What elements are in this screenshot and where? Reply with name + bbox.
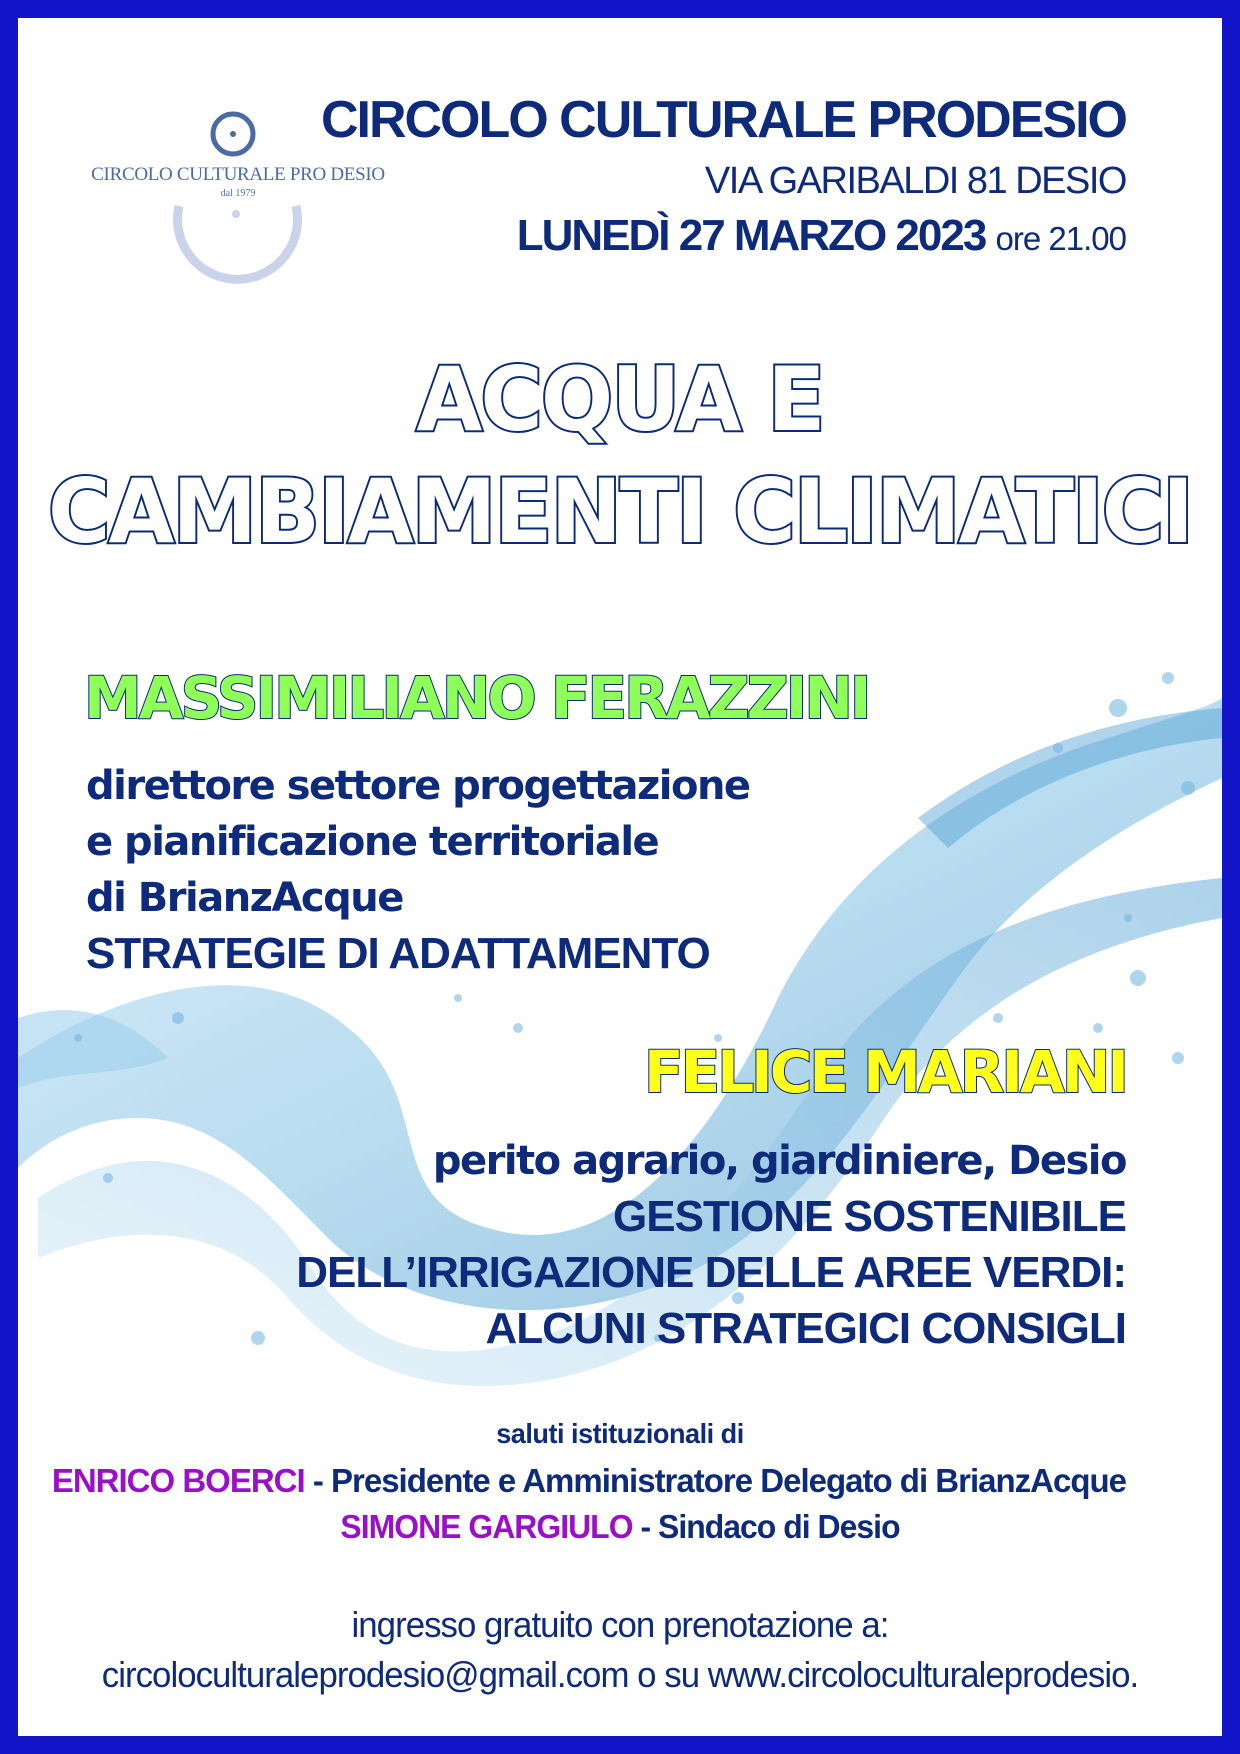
booking-info: ingresso gratuito con prenotazione a: <box>351 1604 889 1645</box>
guest-2-name: SIMONE GARGIULO <box>340 1508 633 1545</box>
guest-2-role: - Sindaco di Desio <box>632 1508 900 1545</box>
speaker-1-role-line: direttore settore progettazione <box>86 763 750 809</box>
speaker-2-topic-line: GESTIONE SOSTENIBILE <box>613 1192 1126 1241</box>
speaker-2-topic-line: ALCUNI STRATEGICI CONSIGLI <box>485 1304 1126 1353</box>
event-time: ore 21.00 <box>995 220 1126 257</box>
speaker-1-topic: STRATEGIE DI ADATTAMENTO <box>86 929 710 978</box>
booking-contact: circoloculturaleprodesio@gmail.com o su www.circoloculturaleprodesio. <box>101 1654 1139 1695</box>
speaker-1-role-line: e pianificazione territoriale <box>86 819 659 865</box>
event-day: LUNEDÌ 27 MARZO 2023 <box>516 211 986 260</box>
event-date <box>517 211 1126 261</box>
speaker-2-topic-line: DELL’IRRIGAZIONE DELLE AREE VERDI: <box>296 1248 1126 1297</box>
speaker-2-name: FELICE MARIANI <box>643 1038 1126 1106</box>
club-logo-since: dal 1979 <box>220 188 256 199</box>
speaker-2-description <box>296 1133 1126 1357</box>
club-logo-name: CIRCOLO CULTURALE PRO DESIO <box>91 164 385 185</box>
speaker-1-name: MASSIMILIANO FERAZZINI <box>84 664 869 732</box>
speaker-2-role: perito agrario, giardiniere, Desio <box>432 1138 1126 1184</box>
greetings-lead: saluti istituzionali di <box>496 1418 744 1449</box>
greeting-guest-1 <box>52 1462 1126 1500</box>
speaker-1-role-line: di BrianzAcque <box>86 875 403 921</box>
event-title-line-2: CAMBIAMENTI CLIMATICI <box>48 460 1192 563</box>
venue-address: VIA GARIBALDI 81 DESIO <box>704 160 1126 202</box>
organizer-name: CIRCOLO CULTURALE PRODESIO <box>320 91 1126 149</box>
greeting-guest-2 <box>38 1508 1202 1546</box>
guest-1-name: ENRICO BOERCI <box>51 1462 305 1499</box>
speaker-1-description <box>86 758 750 982</box>
event-title-line-1: ACQUA E <box>416 348 824 451</box>
guest-1-role: - Presidente e Amministratore Delegato di BrianzAcque <box>304 1462 1126 1499</box>
